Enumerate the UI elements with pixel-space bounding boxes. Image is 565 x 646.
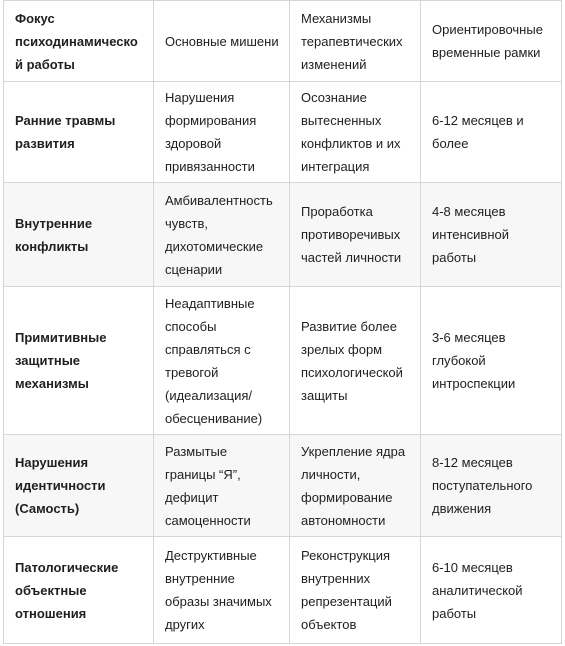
cell-mechanisms: Укрепление ядра личности, формирование автономности xyxy=(290,435,421,537)
header-targets: Основные мишени xyxy=(154,1,290,82)
cell-focus: Нарушения идентичности (Самость) xyxy=(4,435,154,537)
cell-mechanisms: Развитие более зрелых форм психологической защиты xyxy=(290,287,421,435)
table-header-row xyxy=(4,1,562,82)
cell-targets: Неадаптивные способы справляться с тревогой (идеализация/ обесценивание) xyxy=(154,287,290,435)
header-mechanisms: Механизмы терапевтических изменений xyxy=(290,1,421,82)
cell-targets: Размытые границы “Я”, дефицит самоценности xyxy=(154,435,290,537)
cell-focus: Патологические объектные отношения xyxy=(4,537,154,644)
cell-timeframe: 6-12 месяцев и более xyxy=(421,82,562,183)
cell-timeframe: 8-12 месяцев поступательного движения xyxy=(421,435,562,537)
cell-targets: Амбивалентность чувств, дихотомические сценарии xyxy=(154,183,290,287)
table-row xyxy=(4,537,562,644)
table-row xyxy=(4,183,562,287)
table-row xyxy=(4,82,562,183)
cell-mechanisms: Проработка противоречивых частей личности xyxy=(290,183,421,287)
table-row xyxy=(4,435,562,537)
cell-timeframe: 4-8 месяцев интенсивной работы xyxy=(421,183,562,287)
cell-mechanisms: Осознание вытесненных конфликтов и их интеграция xyxy=(290,82,421,183)
header-timeframe: Ориентировочные временные рамки xyxy=(421,1,562,82)
header-focus: Фокус психодинамической работы xyxy=(4,1,154,82)
cell-targets: Деструктивные внутренние образы значимых других xyxy=(154,537,290,644)
therapy-table-container xyxy=(3,0,561,644)
cell-focus: Примитивные защитные механизмы xyxy=(4,287,154,435)
cell-timeframe: 3-6 месяцев глубокой интроспекции xyxy=(421,287,562,435)
cell-targets: Нарушения формирования здоровой привязанности xyxy=(154,82,290,183)
psychodynamic-therapy-table xyxy=(3,0,562,644)
cell-timeframe: 6-10 месяцев аналитической работы xyxy=(421,537,562,644)
cell-focus: Ранние травмы развития xyxy=(4,82,154,183)
table-row xyxy=(4,287,562,435)
cell-focus: Внутренние конфликты xyxy=(4,183,154,287)
cell-mechanisms: Реконструкция внутренних репрезентаций объектов xyxy=(290,537,421,644)
